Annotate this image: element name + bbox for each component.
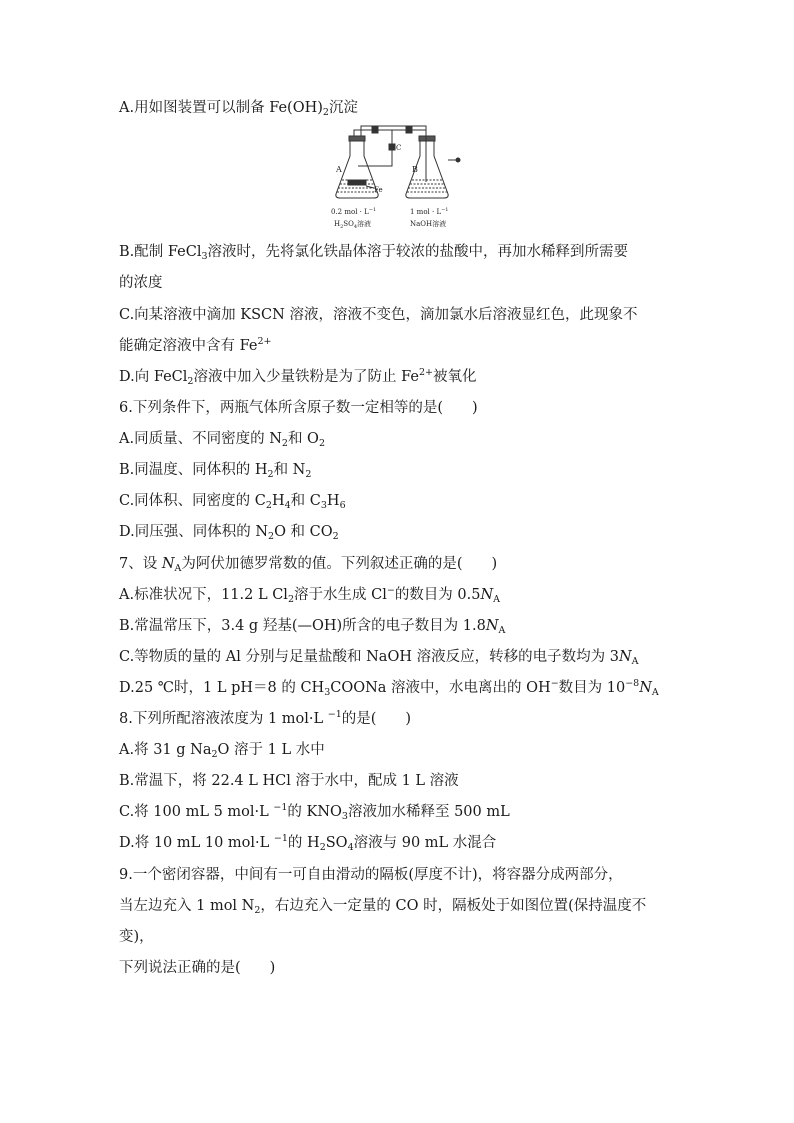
option-c-line-1: C.向某溶液中滴加 KSCN 溶液，溶液不变色，滴加氯水后溶液显红色，此现象不 <box>119 307 638 323</box>
q9-line-2: 当左边充入 1 mol $N_2$，右边充入一定量的 CO 时，隔板处于如图位置(保持温度不 <box>119 898 647 916</box>
q9-line-1: 9.一个密闭容器，中间有一可自由滑动的隔板(厚度不计)，将容器分成两部分， <box>119 867 623 883</box>
option-d-line: D.向 FeCl$_2$溶液中加入少量铁粉是为了防止 $Fe^{2+}$被氧化 <box>119 367 477 387</box>
q6-option-b: B.同温度、同体积的 $H_2$和 $N_2$ <box>119 462 312 480</box>
option-b-line-2: 的浓度 <box>119 275 163 291</box>
q7-option-a: A.标准状况下，11.2 L $Cl_2$溶于水生成 Cl−的数目为 $0.5N_A$ <box>119 585 501 605</box>
q7-option-d: D.25 ℃时，1 L pH＝8 的 $CH_3COONa$ 溶液中，水电离出的 OH−数目为 $10^{-8}N_A$ <box>119 678 659 698</box>
q6-option-a: A.同质量、不同密度的 $N_2$和 $O_2$ <box>119 431 325 449</box>
option-c-line-2: 能确定溶液中含有 $Fe^{2+}$ <box>119 336 272 354</box>
q6-stem: 6.下列条件下，两瓶气体所含原子数一定相等的是( ) <box>119 400 478 416</box>
q6-option-c: C.同体积、同密度的 $C_2H_4$和 $C_3H_6$ <box>119 493 346 511</box>
q8-option-b: B.常温下，将 22.4 L HCl 溶于水中，配成 1 L 溶液 <box>119 773 459 789</box>
left-concentration: 0.2 mol · $L^{-1}$ <box>331 207 377 216</box>
valve-c-label: C <box>396 144 402 152</box>
q8-option-c: C.将 100 mL 5 mol·L $^{-1}$的 $KNO_3$溶液加水稀释至 500 mL <box>119 802 510 822</box>
right-concentration: 1 mol · $L^{-1}$ <box>410 207 449 216</box>
q8-stem: 8.下列所配溶液浓度为 1 mol·L $^{-1}$的是( ) <box>119 709 412 727</box>
flask-b-label: B <box>412 165 418 174</box>
apparatus-figure <box>328 122 468 232</box>
q7-stem: 7、设 $N_A$为阿伏加德罗常数的值。下列叙述正确的是( ) <box>119 556 498 574</box>
q6-option-d: D.同压强、同体积的 $N_2O$ 和 $CO_2$ <box>119 524 339 542</box>
q7-option-b: B.常温常压下，3.4 g 羟基(—OH)所含的电子数目为 $1.8N_A$ <box>119 618 506 636</box>
q9-line-3: 变)， <box>119 929 154 945</box>
q8-option-a: A.将 31 g $Na_2O$ 溶于 1 L 水中 <box>119 742 325 760</box>
option-a-line: A.用如图装置可以制备 $Fe(OH)_2$沉淀 <box>119 100 358 118</box>
fe-label: Fe <box>374 186 383 194</box>
q8-option-d: D.将 10 mL 10 mol·L $^{-1}$的 $H_2SO_4$溶液与 90 mL 水混合 <box>119 833 497 853</box>
flask-a-label: A <box>336 165 342 174</box>
q9-line-4: 下列说法正确的是( ) <box>119 960 276 976</box>
option-b-line-1: B.配制 FeCl$_3$溶液时，先将氯化铁晶体溶于较浓的盐酸中，再加水稀释到所需要 <box>119 244 629 262</box>
right-solution: NaOH溶液 <box>410 220 447 228</box>
left-solution: $H_2SO_4$溶液 <box>334 220 372 230</box>
q7-option-c: C.等物质的量的 Al 分别与足量盐酸和 NaOH 溶液反应，转移的电子数均为 $3N_A$ <box>119 649 639 667</box>
